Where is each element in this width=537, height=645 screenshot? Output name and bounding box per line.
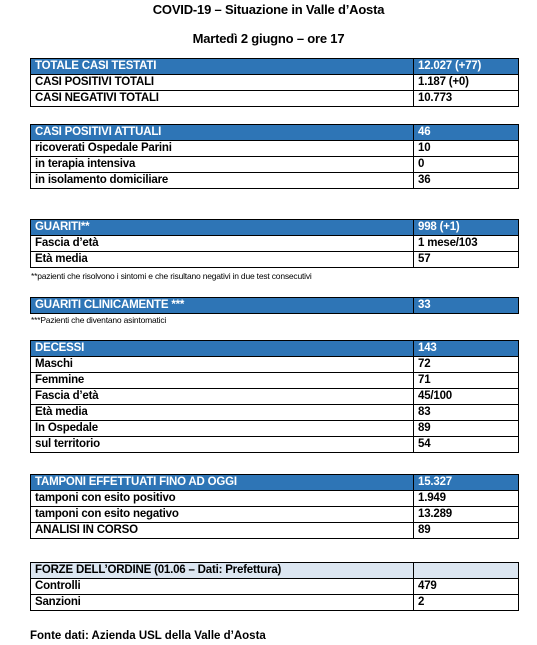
table-row <box>31 523 519 539</box>
row-value: 2 <box>414 595 519 611</box>
row-value: 45/100 <box>414 389 519 405</box>
row-value: 89 <box>414 421 519 437</box>
row-label: tamponi con esito negativo <box>31 507 414 523</box>
row-value: 36 <box>414 173 519 189</box>
row-label: ANALISI IN CORSO <box>31 523 414 539</box>
header-label: GUARITI CLINICAMENTE *** <box>31 298 414 314</box>
guariti-footnote: **pazienti che risolvono i sintomi e che risultano negativi in due test consecutivi <box>31 271 312 281</box>
header-label: GUARITI** <box>31 220 414 236</box>
header-label: FORZE DELL’ORDINE (01.06 – Dati: Prefettura) <box>31 563 414 579</box>
row-label: in isolamento domiciliare <box>31 173 414 189</box>
table-header-row <box>31 220 519 236</box>
table-row <box>31 421 519 437</box>
tamponi-table <box>30 474 519 539</box>
guariti-clinicamente-table <box>30 297 519 314</box>
header-value: 143 <box>414 341 519 357</box>
row-value: 479 <box>414 579 519 595</box>
decessi-table <box>30 340 519 453</box>
guariti-clinicamente-footnote: ***Pazienti che diventano asintomatici <box>31 315 167 325</box>
row-value: 57 <box>414 252 519 268</box>
row-value: 54 <box>414 437 519 453</box>
row-label: Età media <box>31 405 414 421</box>
row-label: in terapia intensiva <box>31 157 414 173</box>
guariti-table <box>30 219 519 268</box>
table-row <box>31 579 519 595</box>
table-header-row <box>31 475 519 491</box>
row-value: 10.773 <box>414 91 519 107</box>
row-label: Maschi <box>31 357 414 373</box>
row-label: Femmine <box>31 373 414 389</box>
row-value: 1.187 (+0) <box>414 75 519 91</box>
table-row <box>31 157 519 173</box>
table-header-row <box>31 59 519 75</box>
data-source: Fonte dati: Azienda USL della Valle d’Aosta <box>30 630 266 642</box>
header-value <box>414 563 519 579</box>
header-value: 33 <box>414 298 519 314</box>
header-label: DECESSI <box>31 341 414 357</box>
table-row <box>31 252 519 268</box>
table-row <box>31 236 519 252</box>
row-value: 0 <box>414 157 519 173</box>
row-label: sul territorio <box>31 437 414 453</box>
page-title: COVID-19 – Situazione in Valle d’Aosta <box>152 2 385 17</box>
row-value: 1 mese/103 <box>414 236 519 252</box>
table-row <box>31 357 519 373</box>
row-label: CASI POSITIVI TOTALI <box>31 75 414 91</box>
table-row <box>31 437 519 453</box>
table-row <box>31 595 519 611</box>
row-label: Fascia d’età <box>31 389 414 405</box>
row-label: CASI NEGATIVI TOTALI <box>31 91 414 107</box>
table-header-row <box>31 563 519 579</box>
casi-testati-table <box>30 58 519 107</box>
row-value: 71 <box>414 373 519 389</box>
header-label: TOTALE CASI TESTATI <box>31 59 414 75</box>
header-value: 12.027 (+77) <box>414 59 519 75</box>
report-date: Martedì 2 giugno – ore 17 <box>192 31 345 46</box>
row-value: 72 <box>414 357 519 373</box>
table-row <box>31 173 519 189</box>
row-value: 83 <box>414 405 519 421</box>
row-label: ricoverati Ospedale Parini <box>31 141 414 157</box>
row-value: 13.289 <box>414 507 519 523</box>
row-label: Sanzioni <box>31 595 414 611</box>
forze-ordine-table <box>30 562 519 611</box>
row-value: 10 <box>414 141 519 157</box>
table-header-row <box>31 298 519 314</box>
table-header-row <box>31 341 519 357</box>
table-row <box>31 389 519 405</box>
row-label: tamponi con esito positivo <box>31 491 414 507</box>
table-header-row <box>31 125 519 141</box>
row-value: 1.949 <box>414 491 519 507</box>
table-row <box>31 507 519 523</box>
header-label: CASI POSITIVI ATTUALI <box>31 125 414 141</box>
row-label: Età media <box>31 252 414 268</box>
table-row <box>31 405 519 421</box>
row-label: In Ospedale <box>31 421 414 437</box>
row-value: 89 <box>414 523 519 539</box>
row-label: Fascia d’età <box>31 236 414 252</box>
header-value: 15.327 <box>414 475 519 491</box>
table-row <box>31 91 519 107</box>
positivi-attuali-table <box>30 124 519 189</box>
header-label: TAMPONI EFFETTUATI FINO AD OGGI <box>31 475 414 491</box>
table-row <box>31 491 519 507</box>
table-row <box>31 141 519 157</box>
header-value: 998 (+1) <box>414 220 519 236</box>
table-row <box>31 75 519 91</box>
header-value: 46 <box>414 125 519 141</box>
row-label: Controlli <box>31 579 414 595</box>
table-row <box>31 373 519 389</box>
